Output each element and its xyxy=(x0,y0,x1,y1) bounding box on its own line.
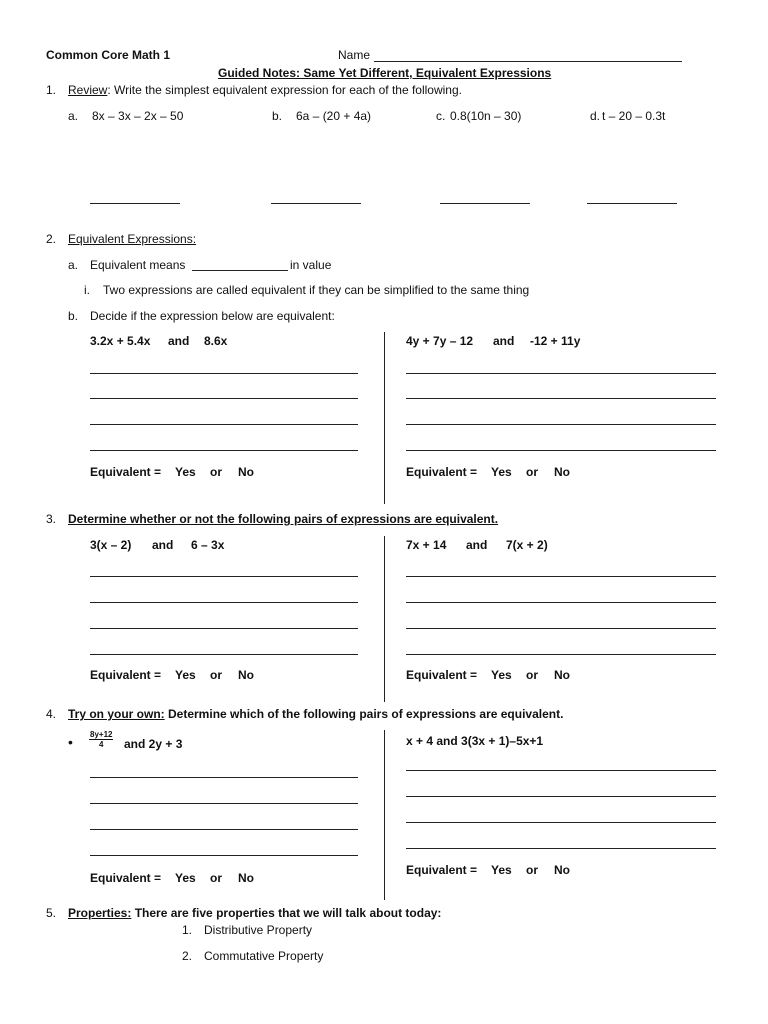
q4-text: Determine which of the following pairs of expressions are equivalent. xyxy=(164,707,564,721)
q3-left-expr-1: 3(x – 2) xyxy=(90,538,132,552)
q4-left-or: or xyxy=(210,871,222,885)
q2-right-expr-1: 4y + 7y – 12 xyxy=(406,334,474,348)
q4-fraction-denominator: 4 xyxy=(99,740,104,749)
q3-label: Determine whether or not the following pairs of expressions are equivalent. xyxy=(68,512,499,526)
q2-right-work-line[interactable] xyxy=(406,424,716,425)
q3-left-work-line[interactable] xyxy=(90,576,358,577)
q2-left-no[interactable]: No xyxy=(238,465,254,479)
q1-item-a-expr: 8x – 3x – 2x – 50 xyxy=(92,109,184,123)
q3-left-yes[interactable]: Yes xyxy=(175,668,196,682)
course-title: Common Core Math 1 xyxy=(46,48,171,62)
q5-label: Properties: xyxy=(68,906,132,920)
q3-right-yes[interactable]: Yes xyxy=(491,668,512,682)
q2ai-text: Two expressions are called equivalent if they can be simplified to the same thing xyxy=(103,283,530,297)
q2-left-and: and xyxy=(168,334,190,348)
q2-left-yes[interactable]: Yes xyxy=(175,465,196,479)
q1-heading xyxy=(68,83,462,97)
q2-right-work-line[interactable] xyxy=(406,398,716,399)
q4-right-work-line[interactable] xyxy=(406,770,716,771)
name-blank[interactable] xyxy=(374,61,682,62)
q2-left-work-line[interactable] xyxy=(90,398,358,399)
q2a-text-1: Equivalent means xyxy=(90,258,186,272)
q4-left-expr: and 2y + 3 xyxy=(124,737,183,751)
page-title: Guided Notes: Same Yet Different, Equivalent Expressions xyxy=(218,66,552,80)
q2-number: 2. xyxy=(46,232,57,246)
q4-right-expr: x + 4 and 3(3x + 1)–5x+1 xyxy=(406,734,544,748)
q2a-letter: a. xyxy=(68,258,79,272)
q3-number: 3. xyxy=(46,512,57,526)
q2-right-expr-2: -12 + 11y xyxy=(530,334,581,348)
q2-right-and: and xyxy=(493,334,515,348)
q4-right-yes[interactable]: Yes xyxy=(491,863,512,877)
q4-left-yes[interactable]: Yes xyxy=(175,871,196,885)
q1-item-c-letter: c. xyxy=(436,109,446,123)
q4-fraction-numerator: 8y+12 xyxy=(90,730,113,739)
q1-item-a-letter: a. xyxy=(68,109,79,123)
q3-left-equiv-label: Equivalent = xyxy=(90,668,162,682)
q2-right-yes[interactable]: Yes xyxy=(491,465,512,479)
q3-right-equiv-label: Equivalent = xyxy=(406,668,478,682)
q2a-text-2: in value xyxy=(290,258,332,272)
q1-item-c-expr: 0.8(10n – 30) xyxy=(450,109,522,123)
q4-left-no[interactable]: No xyxy=(238,871,254,885)
q2-left-work-line[interactable] xyxy=(90,450,358,451)
q3-left-or: or xyxy=(210,668,222,682)
q3-right-or: or xyxy=(526,668,538,682)
q4-left-equiv-label: Equivalent = xyxy=(90,871,162,885)
q4-bullet: • xyxy=(68,734,73,750)
q5-item-commutative: Commutative Property xyxy=(204,949,324,963)
q5-item-number: 2. xyxy=(182,949,193,963)
q1-number: 1. xyxy=(46,83,57,97)
q4-heading xyxy=(68,707,563,721)
q4-right-equiv-label: Equivalent = xyxy=(406,863,478,877)
q4-left-work-line[interactable] xyxy=(90,803,358,804)
q2-left-expr-2: 8.6x xyxy=(204,334,228,348)
q1-answer-blank-b[interactable] xyxy=(271,203,361,204)
q1-answer-blank-a[interactable] xyxy=(90,203,180,204)
q4-right-work-line[interactable] xyxy=(406,822,716,823)
q3-right-expr-1: 7x + 14 xyxy=(406,538,447,552)
q3-left-work-line[interactable] xyxy=(90,628,358,629)
q2ai-letter: i. xyxy=(84,283,90,297)
q1-item-b-letter: b. xyxy=(272,109,283,123)
q2b-text: Decide if the expression below are equivalent: xyxy=(90,309,335,323)
q2-label: Equivalent Expressions: xyxy=(68,232,197,246)
q4-right-or: or xyxy=(526,863,538,877)
q3-left-and: and xyxy=(152,538,174,552)
q3-right-work-line[interactable] xyxy=(406,654,716,655)
q3-left-work-line[interactable] xyxy=(90,602,358,603)
q2-left-equiv-label: Equivalent = xyxy=(90,465,162,479)
q1-label: Review xyxy=(68,83,108,97)
q3-left-work-line[interactable] xyxy=(90,654,358,655)
q4-right-work-line[interactable] xyxy=(406,796,716,797)
q4-fraction xyxy=(89,730,113,749)
q5-text: There are five properties that we will talk about today: xyxy=(131,906,442,920)
q2-right-equiv-label: Equivalent = xyxy=(406,465,478,479)
q2-right-work-line[interactable] xyxy=(406,373,716,374)
q4-left-work-line[interactable] xyxy=(90,777,358,778)
q2-right-or: or xyxy=(526,465,538,479)
q1-answer-blank-d[interactable] xyxy=(587,203,677,204)
q1-item-b-expr: 6a – (20 + 4a) xyxy=(296,109,372,123)
q2-left-work-line[interactable] xyxy=(90,424,358,425)
q4-left-work-line[interactable] xyxy=(90,855,358,856)
q3-right-no[interactable]: No xyxy=(554,668,570,682)
q2-divider xyxy=(384,332,385,504)
q4-left-work-line[interactable] xyxy=(90,829,358,830)
q1-text: : Write the simplest equivalent expression for each of the following. xyxy=(107,83,462,97)
q3-right-work-line[interactable] xyxy=(406,602,716,603)
q3-right-expr-2: 7(x + 2) xyxy=(506,538,548,552)
q3-right-work-line[interactable] xyxy=(406,628,716,629)
q3-right-and: and xyxy=(466,538,488,552)
q3-left-expr-2: 6 – 3x xyxy=(191,538,225,552)
q5-item-distributive: Distributive Property xyxy=(204,923,313,937)
q1-item-d-letter: d. xyxy=(590,109,601,123)
q1-item-d-expr: t – 20 – 0.3t xyxy=(602,109,666,123)
q2a-blank[interactable] xyxy=(192,270,288,271)
q3-divider xyxy=(384,536,385,702)
q2-left-work-line[interactable] xyxy=(90,373,358,374)
q2-right-work-line[interactable] xyxy=(406,450,716,451)
q4-right-no[interactable]: No xyxy=(554,863,570,877)
q5-item-number: 1. xyxy=(182,923,193,937)
q2b-letter: b. xyxy=(68,309,79,323)
q3-left-no[interactable]: No xyxy=(238,668,254,682)
q4-label: Try on your own: xyxy=(68,707,165,721)
q4-divider xyxy=(384,730,385,900)
q2-left-expr-1: 3.2x + 5.4x xyxy=(90,334,151,348)
q5-heading xyxy=(68,906,441,920)
name-label: Name xyxy=(338,48,371,62)
q3-right-work-line[interactable] xyxy=(406,576,716,577)
q1-answer-blank-c[interactable] xyxy=(440,203,530,204)
q2-right-no[interactable]: No xyxy=(554,465,570,479)
q2-left-or: or xyxy=(210,465,222,479)
q4-number: 4. xyxy=(46,707,57,721)
q5-number: 5. xyxy=(46,906,57,920)
q4-right-work-line[interactable] xyxy=(406,848,716,849)
